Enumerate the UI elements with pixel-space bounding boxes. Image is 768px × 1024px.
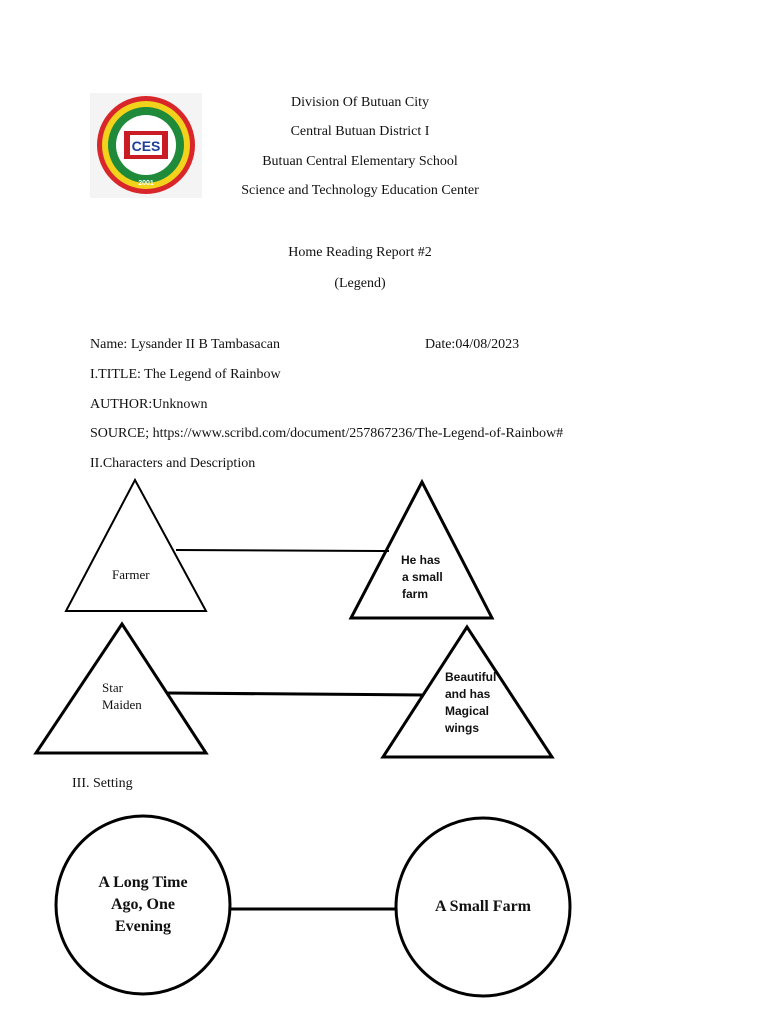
header-district: Central Butuan District I [290,124,430,139]
student-name: Name: Lysander II B Tambasacan [90,337,281,352]
header-division: Division Of Butuan City [290,95,430,110]
farmer-label: Farmer [112,567,150,582]
maiden-desc-line-1: Beautiful [445,670,497,684]
farmer-desc-line-3: farm [402,587,429,601]
farmer-triangle [66,480,206,611]
farmer-connector [176,550,389,551]
characters-heading: II.Characters and Description [90,456,256,471]
time-label-line-1: A Long Time [98,874,188,891]
svg-text:2001: 2001 [138,180,154,187]
time-label-line-2: Ago, One [111,896,175,913]
maiden-label-line-2: Maiden [102,697,142,712]
story-source: SOURCE; https://www.scribd.com/document/257867236/The-Legend-of-Rainbow# [90,426,564,441]
farmer-desc-line-2: a small [402,570,443,584]
characters-diagram [0,470,768,770]
farmer-desc-line-1: He has [401,553,441,567]
report-subtitle: (Legend) [334,276,386,291]
story-title: I.TITLE: The Legend of Rainbow [90,367,281,382]
maiden-desc-line-3: Magical [445,704,490,718]
svg-text:CES: CES [131,138,161,154]
header-center: Science and Technology Education Center [241,183,479,198]
maiden-desc-line-4: wings [445,721,480,735]
maiden-label-line-1: Star [102,680,123,695]
story-author: AUTHOR:Unknown [90,397,208,412]
maiden-desc-line-2: and has [445,687,491,701]
report-title: Home Reading Report #2 [288,245,432,260]
report-date: Date:04/08/2023 [425,337,520,352]
maiden-connector [167,693,423,695]
header-school: Butuan Central Elementary School [262,154,458,169]
place-label: A Small Farm [435,898,531,915]
time-label-line-3: Evening [114,918,171,935]
setting-heading: III. Setting [72,776,133,791]
setting-diagram [0,810,768,1010]
